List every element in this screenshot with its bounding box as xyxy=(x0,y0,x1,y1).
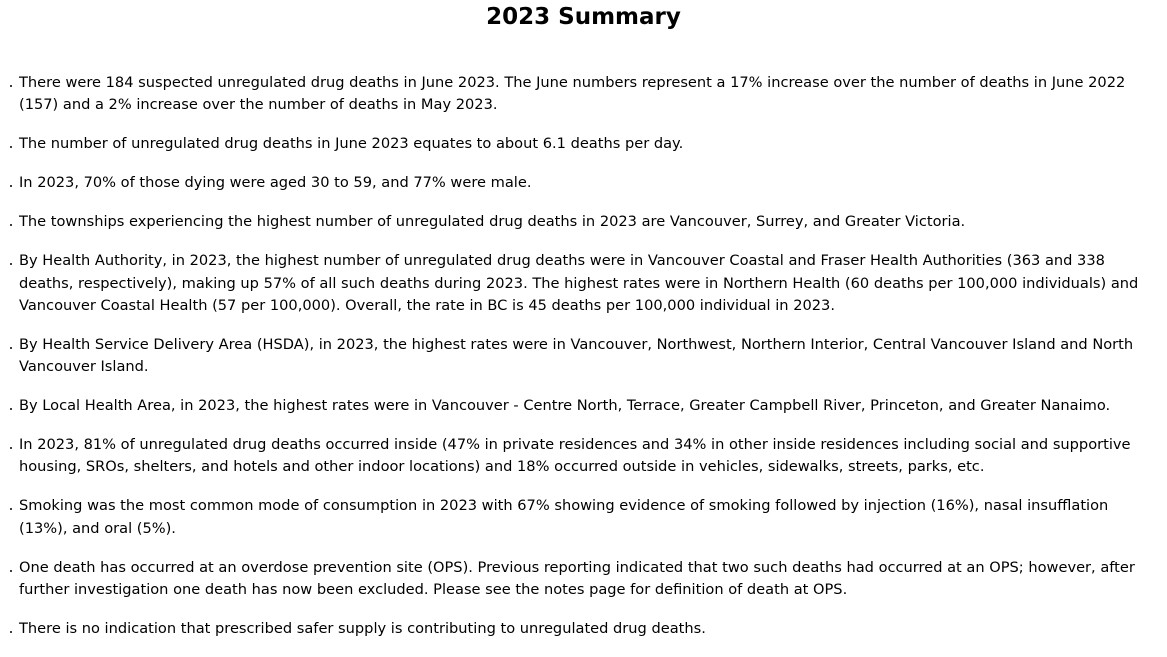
summary-bullet-text: The townships experiencing the highest number of unregulated drug deaths in 2023 are Vancouver, Surrey, and Greater Victoria. xyxy=(19,213,966,231)
bullet-dot-icon xyxy=(10,447,12,449)
bullet-dot-icon xyxy=(10,185,12,187)
summary-bullet-item xyxy=(8,250,1160,317)
summary-bullet-text: By Local Health Area, in 2023, the highest rates were in Vancouver - Centre North, Terrace, Greater Campbell River, Princeton, and Greater Nanaimo. xyxy=(19,397,1111,415)
summary-bullet-item xyxy=(8,495,1160,540)
summary-bullet-list xyxy=(8,72,1160,657)
summary-bullet-item xyxy=(8,434,1160,479)
bullet-dot-icon xyxy=(10,85,12,87)
bullet-dot-icon xyxy=(10,263,12,265)
summary-bullet-text: There were 184 suspected unregulated drug deaths in June 2023. The June numbers represent a 17% increase over the number of deaths in June 2022 (157) and a 2% increase over the number of deaths in May 2023. xyxy=(19,74,1126,114)
bullet-dot-icon xyxy=(10,508,12,510)
summary-bullet-item xyxy=(8,133,1160,155)
bullet-dot-icon xyxy=(10,347,12,349)
bullet-dot-icon xyxy=(10,631,12,633)
summary-bullet-item xyxy=(8,172,1160,194)
page-title: 2023 Summary xyxy=(486,4,681,30)
bullet-dot-icon xyxy=(10,146,12,148)
summary-bullet-text: One death has occurred at an overdose prevention site (OPS). Previous reporting indicated that two such deaths had occurred at an OPS; however, after further investigation one death has now been excluded. Please see the notes page for definition of death at OPS. xyxy=(19,558,1135,598)
summary-bullet-item xyxy=(8,72,1160,117)
summary-bullet-item xyxy=(8,211,1160,233)
summary-bullet-text: Smoking was the most common mode of consumption in 2023 with 67% showing evidence of smoking followed by injection (16%), nasal insufflation (13%), and oral (5%). xyxy=(19,497,1109,537)
bullet-dot-icon xyxy=(10,408,12,410)
bullet-dot-icon xyxy=(10,224,12,226)
summary-bullet-text: In 2023, 70% of those dying were aged 30 to 59, and 77% were male. xyxy=(19,174,532,192)
summary-bullet-text: There is no indication that prescribed safer supply is contributing to unregulated drug deaths. xyxy=(19,619,706,637)
summary-bullet-text: In 2023, 81% of unregulated drug deaths occurred inside (47% in private residences and 34% in other inside residences including social and supportive housing, SROs, shelters, and hotels and other indoor locations) and 18% occurred outside in vehicles, sidewalks, streets, parks, etc. xyxy=(19,436,1131,476)
summary-bullet-text: The number of unregulated drug deaths in June 2023 equates to about 6.1 deaths per day. xyxy=(19,135,684,153)
summary-bullet-item xyxy=(8,618,1160,640)
bullet-dot-icon xyxy=(10,570,12,572)
summary-bullet-text: By Health Authority, in 2023, the highest number of unregulated drug deaths were in Vancouver Coastal and Fraser Health Authorities (363 and 338 deaths, respectively), making up 57% of all such deaths during 2023. The highest rates were in Northern Health (60 deaths per 100,000 individuals) and Vancouver Coastal Health (57 per 100,000). Overall, the rate in BC is 45 deaths per 100,000 individual in 2023. xyxy=(19,252,1139,314)
summary-bullet-item xyxy=(8,395,1160,417)
summary-bullet-text: By Health Service Delivery Area (HSDA), in 2023, the highest rates were in Vancouver, Northwest, Northern Interior, Central Vancouver Island and North Vancouver Island. xyxy=(19,335,1134,376)
summary-bullet-item xyxy=(8,557,1160,602)
summary-bullet-item xyxy=(8,334,1160,379)
